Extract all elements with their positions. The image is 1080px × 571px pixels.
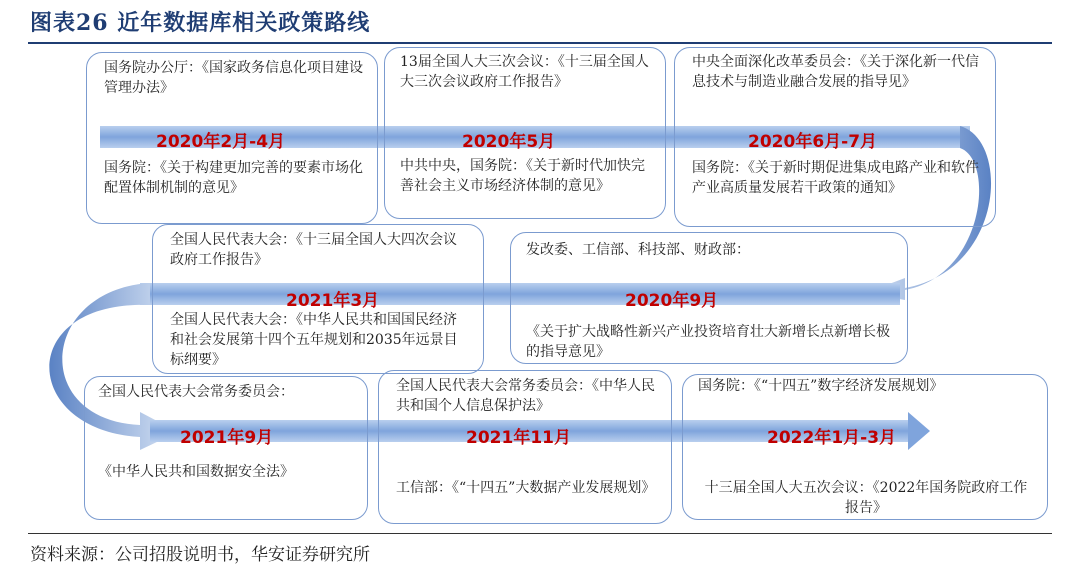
timeline-date: 2020年2月-4月 [156,132,286,152]
policy-text-bottom: 国务院：《关于构建更加完善的要素市场化配置体制机制的意见》 [104,160,363,196]
policy-text-top: 国务院：《“十四五”数字经济发展规划》 [698,378,944,394]
timeline-date: 2020年5月 [462,132,556,152]
policy-text-top: 全国人民代表大会常务委员会： [98,384,294,400]
policy-text-top: 发改委、工信部、科技部、财政部： [526,242,750,258]
timeline-date: 2021年9月 [180,428,274,448]
policy-text-bottom: 国务院：《关于新时期促进集成电路产业和软件产业高质量发展若干政策的通知》 [692,160,979,196]
timeline-date: 2022年1月-3月 [767,428,897,448]
timeline-date: 2020年9月 [625,291,719,311]
policy-text-top: 13届全国人大三次会议：《十三届全国人大三次会议政府工作报告》 [400,54,649,90]
timeline-date: 2020年6月-7月 [748,132,878,152]
policy-text-top: 国务院办公厅：《国家政务信息化项目建设管理办法》 [104,60,363,96]
policy-text-bottom: 十三届全国人大五次会议：《2022年国务院政府工作报告》 [704,480,1028,516]
policy-text-top: 全国人民代表大会：《十三届全国人大四次会议政府工作报告》 [170,232,457,268]
policy-text-bottom: 《关于扩大战略性新兴产业投资培育壮大新增长点新增长极的指导意见》 [526,324,890,360]
policy-text-top: 全国人民代表大会常务委员会：《中华人民共和国个人信息保护法》 [396,378,655,414]
policy-text-bottom: 《中华人民共和国数据安全法》 [98,464,294,480]
policy-text-bottom: 中共中央，国务院：《关于新时代加快完善社会主义市场经济体制的意见》 [400,158,645,194]
policy-text-top: 中央全面深化改革委员会：《关于深化新一代信息技术与制造业融合发展的指导见》 [692,54,979,90]
timeline-date: 2021年3月 [286,291,380,311]
policy-text-bottom: 工信部：《“十四五”大数据产业发展规划》 [396,480,656,496]
figure-title: 图表26 近年数据库相关政策路线 [30,10,371,36]
source-note: 资料来源：公司招股说明书，华安证券研究所 [30,545,370,565]
policy-text-bottom: 全国人民代表大会：《中华人民共和国国民经济和社会发展第十四个五年规划和2035年远景目标纲要》 [170,312,458,368]
source-rule [28,533,1052,534]
timeline-date: 2021年11月 [466,428,571,448]
